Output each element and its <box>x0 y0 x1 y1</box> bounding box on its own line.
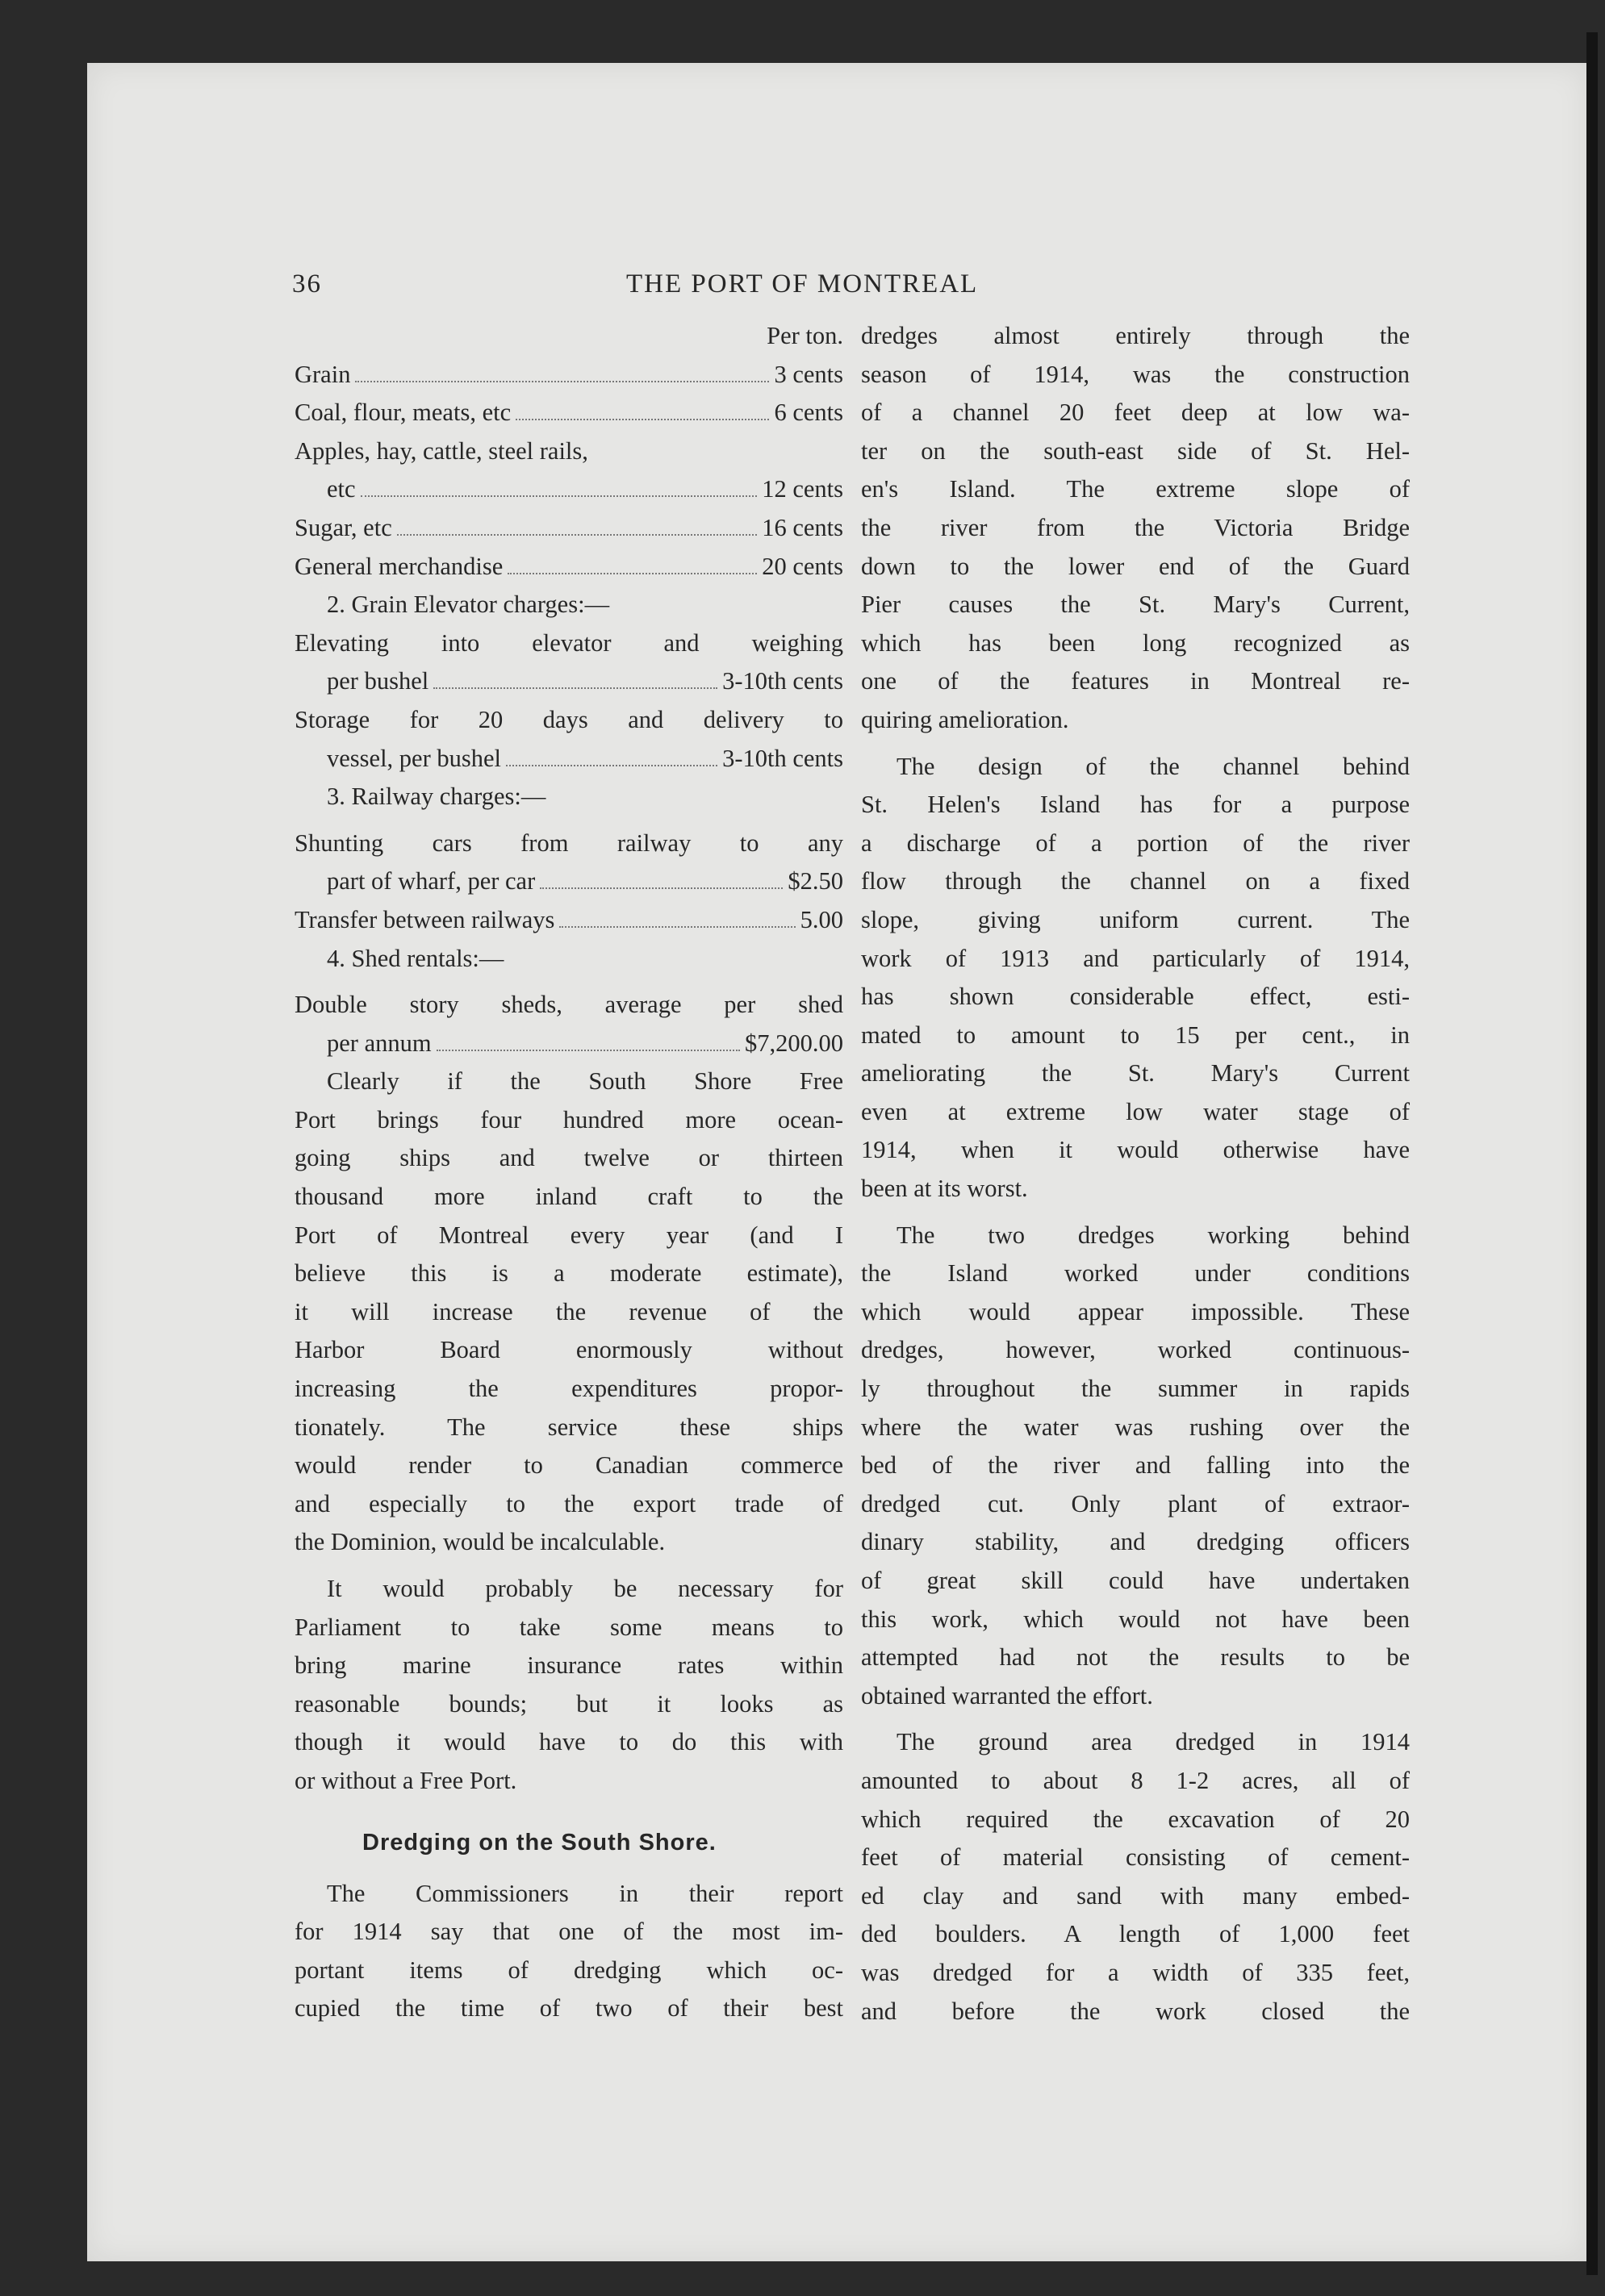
rate-label: part of wharf, per car <box>327 867 536 895</box>
text-line: The design of the channel behind <box>897 752 1410 780</box>
leader-dots <box>559 926 795 928</box>
text-line: the Dominion, would be incalculable. <box>295 1528 666 1556</box>
rate-row <box>295 1025 843 1063</box>
text-line: dredged cut. Only plant of extraor- <box>861 1489 1410 1517</box>
paragraph <box>295 1875 843 2028</box>
text-line: Elevating into elevator and weighing <box>295 628 843 657</box>
text-line: which required the excavation of 20 <box>861 1805 1410 1833</box>
text-line: Pier causes the St. Mary's Current, <box>861 591 1410 619</box>
text-line: and especially to the export trade of <box>295 1489 843 1517</box>
text-line: quiring amelioration. <box>861 705 1069 733</box>
text-line: 1914, when it would otherwise have <box>861 1136 1410 1164</box>
spacer <box>861 740 1410 748</box>
leader-dots <box>516 419 769 420</box>
page-number: 36 <box>292 269 322 298</box>
text-line: bring marine insurance rates within <box>295 1651 843 1680</box>
text-line: and before the work closed the <box>861 1997 1410 2025</box>
rate-row <box>295 740 843 779</box>
text-line: a discharge of a portion of the river <box>861 829 1410 857</box>
rate-value: 3-10th cents <box>722 667 843 695</box>
text-line: reasonable bounds; but it looks as <box>295 1689 843 1718</box>
text-line: one of the features in Montreal re- <box>861 667 1410 695</box>
rate-label: Coal, flour, meats, etc <box>295 399 512 427</box>
text-line: cupied the time of two of their best <box>295 1994 843 2023</box>
paragraph <box>861 1217 1410 1716</box>
left-column <box>295 317 843 2028</box>
rate-value: $2.50 <box>788 867 843 895</box>
text-line: thousand more inland craft to the <box>295 1183 843 1211</box>
text-line: for 1914 say that one of the most im- <box>295 1918 843 1946</box>
text-line: The Commissioners in their report <box>327 1879 843 1907</box>
text-line: amounted to about 8 1-2 acres, all of <box>861 1766 1410 1794</box>
text-line: down to the lower end of the Guard <box>861 552 1410 580</box>
rate-label: Transfer between railways <box>295 905 555 933</box>
rate-value: 5.00 <box>800 905 843 933</box>
text-line: though it would have to do this with <box>295 1728 843 1756</box>
section-heading: 4. Shed rentals:— <box>327 944 504 972</box>
paragraph <box>861 748 1410 1209</box>
text-line: The two dredges working behind <box>897 1221 1410 1249</box>
text-line: bed of the river and falling into the <box>861 1451 1410 1480</box>
text-line: believe this is a moderate estimate), <box>295 1259 843 1288</box>
text-line: which has been long recognized as <box>861 628 1410 657</box>
rate-value: 20 cents <box>762 552 843 580</box>
text-line: mated to amount to 15 per cent., in <box>861 1021 1410 1049</box>
leader-dots <box>506 765 717 766</box>
running-head <box>292 269 1131 302</box>
text-line: slope, giving uniform current. The <box>861 905 1410 933</box>
text-line: It would probably be necessary for <box>327 1575 843 1602</box>
text-line: Port of Montreal every year (and I <box>295 1221 843 1249</box>
rate-label: Sugar, etc <box>295 513 392 541</box>
rate-row <box>295 470 843 509</box>
rate-row <box>295 509 843 548</box>
rate-value: $7,200.00 <box>745 1029 843 1057</box>
text-line: ly throughout the summer in rapids <box>861 1375 1410 1403</box>
text-line: this work, which would not have been <box>861 1605 1410 1633</box>
spacer <box>295 1801 843 1818</box>
rate-label: per bushel <box>327 667 429 695</box>
rate-row <box>295 901 843 940</box>
text-line: Storage for 20 days and delivery to <box>295 705 843 733</box>
text-line: portant items of dredging which oc- <box>295 1956 843 1984</box>
text-line: ameliorating the St. Mary's Current <box>861 1059 1410 1087</box>
text-line: or without a Free Port. <box>295 1766 517 1794</box>
leader-dots <box>397 534 757 536</box>
rate-row <box>295 548 843 587</box>
text-line: ed clay and sand with many embed- <box>861 1881 1410 1910</box>
text-line: of a channel 20 feet deep at low wa- <box>861 399 1410 427</box>
rate-row <box>295 356 843 394</box>
spacer <box>861 1715 1410 1723</box>
text-line: been at its worst. <box>861 1175 1028 1203</box>
text-line: work of 1913 and particularly of 1914, <box>861 944 1410 972</box>
text-line: was dredged for a width of 335 feet, <box>861 1958 1410 1986</box>
text-line: increasing the expenditures propor- <box>295 1375 843 1403</box>
text-line: dredges almost entirely through the <box>861 322 1410 349</box>
text-line: dinary stability, and dredging officers <box>861 1528 1410 1556</box>
section-title: Dredging on the South Shore. <box>362 1829 717 1856</box>
section-heading: 3. Railway charges:— <box>327 783 546 811</box>
text-line: has shown considerable effect, esti- <box>861 983 1410 1011</box>
text-line: even at extreme low water stage of <box>861 1097 1410 1125</box>
rate-row <box>295 862 843 901</box>
leader-dots <box>433 687 717 689</box>
text-line: Parliament to take some means to <box>295 1613 843 1641</box>
text-line: dredges, however, worked continuous- <box>861 1336 1410 1364</box>
text-line: The ground area dredged in 1914 <box>897 1728 1410 1756</box>
text-line: where the water was rushing over the <box>861 1413 1410 1441</box>
text-line: en's Island. The extreme slope of <box>861 475 1410 503</box>
rate-value: 6 cents <box>774 399 843 427</box>
rate-value: 16 cents <box>762 513 843 541</box>
rate-label: etc <box>327 475 356 503</box>
text-line: tionately. The service these ships <box>295 1413 843 1441</box>
leader-dots <box>355 381 769 382</box>
rate-value: 3-10th cents <box>722 744 843 772</box>
text-line: the Island worked under conditions <box>861 1259 1410 1288</box>
text-line: it will increase the revenue of the <box>295 1297 843 1325</box>
text-line: Apples, hay, cattle, steel rails, <box>295 436 588 465</box>
right-column <box>861 317 1410 2031</box>
text-line: flow through the channel on a fixed <box>861 867 1410 895</box>
paragraph <box>861 317 1410 740</box>
rate-value: 12 cents <box>762 475 843 503</box>
text-line: St. Helen's Island has for a purpose <box>861 791 1410 819</box>
rate-label: vessel, per bushel <box>327 744 501 772</box>
text-line: ter on the south-east side of St. Hel- <box>861 436 1410 465</box>
rate-value: 3 cents <box>774 360 843 388</box>
rate-row <box>295 394 843 432</box>
paragraph <box>295 1570 843 1801</box>
text-line: ded boulders. A length of 1,000 feet <box>861 1920 1410 1948</box>
text-line: would render to Canadian commerce <box>295 1451 843 1480</box>
paragraph <box>295 1062 843 1562</box>
text-line: the river from the Victoria Bridge <box>861 513 1410 541</box>
text-line: Shunting cars from railway to any <box>295 829 843 857</box>
rate-label: per annum <box>327 1029 432 1057</box>
text-line: attempted had not the results to be <box>861 1643 1410 1672</box>
spacer <box>295 816 843 824</box>
text-line: Harbor Board enormously without <box>295 1336 843 1364</box>
text-line: of great skill could have undertaken <box>861 1567 1410 1594</box>
rates-column-head: Per ton. <box>767 322 843 349</box>
spacer <box>861 1209 1410 1217</box>
spacer <box>295 1562 843 1570</box>
text-line: Port brings four hundred more ocean- <box>295 1105 843 1133</box>
leader-dots <box>508 573 757 574</box>
rate-row <box>295 662 843 701</box>
text-line: going ships and twelve or thirteen <box>295 1144 843 1172</box>
text-line: season of 1914, was the construction <box>861 360 1410 388</box>
paragraph <box>861 1723 1410 2031</box>
text-line: Double story sheds, average per shed <box>295 991 843 1019</box>
text-line: feet of material consisting of cement- <box>861 1843 1410 1872</box>
rate-label: Grain <box>295 360 351 388</box>
leader-dots <box>540 887 783 889</box>
rate-label: General merchandise <box>295 552 504 580</box>
text-line: which would appear impossible. These <box>861 1297 1410 1325</box>
page-title: THE PORT OF MONTREAL <box>626 269 979 298</box>
leader-dots <box>361 495 758 497</box>
text-line: Clearly if the South Shore Free <box>327 1067 843 1096</box>
book-spine <box>1586 32 1598 2275</box>
text-line: obtained warranted the effort. <box>861 1681 1153 1709</box>
leader-dots <box>437 1050 740 1051</box>
spacer <box>295 1867 843 1875</box>
section-heading: 2. Grain Elevator charges:— <box>327 591 610 619</box>
spacer <box>295 978 843 986</box>
